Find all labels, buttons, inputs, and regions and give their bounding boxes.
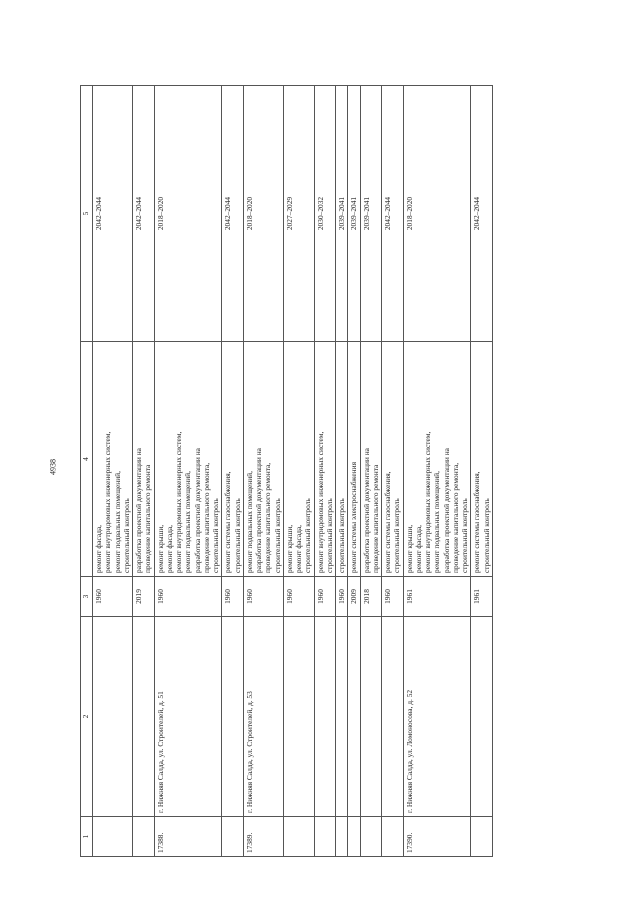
rotated-table-frame: [80, 86, 589, 857]
row-works-cell: [314, 342, 336, 577]
row-address-cell: [471, 617, 493, 817]
work-line: строительный контроль: [211, 498, 220, 573]
row-year-cell: 1960: [243, 577, 283, 617]
row-works-cell: [154, 342, 222, 577]
row-period-cell: 2042–2044: [382, 86, 404, 342]
row-works-cell: [243, 342, 283, 577]
work-line: строительный контроль: [392, 498, 402, 573]
table-row: [336, 86, 348, 857]
work-line: проведение капитального ремонта,: [450, 462, 460, 573]
row-address-cell: г. Нижняя Салда, ул. Строителей, д. 53: [243, 617, 283, 817]
row-number-cell: [222, 817, 244, 857]
work-line: строительный контроль: [481, 498, 491, 573]
row-address-cell: [348, 617, 360, 817]
table-row: [314, 86, 336, 857]
row-period-cell: 2018–2020: [243, 86, 283, 342]
row-period-cell: 2042–2044: [222, 86, 244, 342]
row-address-cell: [93, 617, 133, 817]
work-line: разработка проектной документации на: [134, 448, 143, 573]
work-line: разработка проектной документации на: [254, 448, 263, 573]
table-row: [382, 86, 404, 857]
row-address-cell: [314, 617, 336, 817]
row-period-cell: 2042–2044: [93, 86, 133, 342]
work-line: строительный контроль: [121, 498, 131, 573]
work-line: ремонт системы газоснабжения,: [223, 471, 233, 573]
row-address-cell: г. Нижняя Салда, ул. Ломоносова, д. 52: [403, 617, 471, 817]
table-row: [93, 86, 133, 857]
row-year-cell: 1960: [283, 577, 314, 617]
work-line: ремонт внутридомовых инженерных систем,: [423, 431, 432, 573]
work-line: ремонт фасада,: [164, 525, 174, 573]
row-works-cell: [403, 342, 471, 577]
work-line: ремонт внутридомовых инженерных систем,: [103, 431, 113, 573]
row-period-cell: 2018–2020: [403, 86, 471, 342]
row-number-cell: [93, 817, 133, 857]
table-row: [133, 86, 155, 857]
work-line: проведение капитального ремонта,: [263, 462, 273, 573]
row-works-cell: [382, 342, 404, 577]
table-row: [243, 86, 283, 857]
row-address-cell: [222, 617, 244, 817]
work-line: строительный контроль: [272, 498, 282, 573]
row-period-cell: 2039–2041: [360, 86, 382, 342]
row-year-cell: 1961: [471, 577, 493, 617]
work-line: ремонт крыши,: [155, 524, 165, 573]
header-col-1: 1: [81, 817, 93, 857]
work-line: ремонт подвальных помещений,: [183, 471, 193, 573]
row-works-cell: [471, 342, 493, 577]
row-number-cell: [283, 817, 314, 857]
row-number-cell: [348, 817, 360, 857]
row-year-cell: 1960: [336, 577, 348, 617]
row-period-cell: 2039–2041: [336, 86, 348, 342]
work-line: ремонт внутридомовых инженерных систем,: [315, 431, 325, 573]
row-works-cell: [348, 342, 360, 577]
row-works-cell: [336, 342, 348, 577]
work-line: проведение капитального ремонта: [143, 464, 153, 573]
row-address-cell: [336, 617, 348, 817]
work-line: ремонт подвальных помещений,: [112, 471, 122, 573]
header-col-2: 2: [81, 617, 93, 817]
table-row: [403, 86, 471, 857]
row-year-cell: 2018: [360, 577, 382, 617]
work-line: строительный контроль: [460, 498, 469, 573]
row-address-cell: [283, 617, 314, 817]
row-year-cell: 2009: [348, 577, 360, 617]
row-number-cell: [471, 817, 493, 857]
work-line: разработка проектной документации на: [361, 448, 371, 573]
work-line: строительный контроль: [324, 498, 334, 573]
row-year-cell: 1960: [93, 577, 133, 617]
table-header-row: [81, 86, 93, 857]
row-number-cell: [382, 817, 404, 857]
work-line: ремонт фасада,: [413, 525, 423, 573]
row-period-cell: 2018–2020: [154, 86, 222, 342]
row-period-cell: 2039–2041: [348, 86, 360, 342]
row-works-cell: [133, 342, 155, 577]
header-col-5: 5: [81, 86, 93, 342]
row-year-cell: 1960: [382, 577, 404, 617]
row-period-cell: 2027–2029: [283, 86, 314, 342]
repair-schedule-table: [80, 85, 493, 857]
work-line: строительный контроль: [232, 498, 242, 573]
work-line: проведение капитального ремонта,: [201, 462, 211, 573]
work-line: ремонт системы газоснабжения,: [472, 471, 482, 573]
table-row: [222, 86, 244, 857]
row-address-cell: [133, 617, 155, 817]
table-container: [80, 86, 589, 857]
row-number-cell: [133, 817, 155, 857]
row-number-cell: 17390.: [403, 817, 471, 857]
work-line: проведение капитального ремонта: [370, 464, 380, 573]
row-works-cell: [93, 342, 133, 577]
row-year-cell: 1960: [314, 577, 336, 617]
table-body: [93, 86, 493, 857]
work-line: ремонт системы электроснабжения: [349, 462, 359, 573]
row-period-cell: 2042–2044: [471, 86, 493, 342]
row-year-cell: 1961: [403, 577, 471, 617]
page-number: [48, 452, 58, 482]
table-row: [471, 86, 493, 857]
header-col-3: 3: [81, 577, 93, 617]
row-year-cell: 1960: [222, 577, 244, 617]
work-line: ремонт подвальных помещений,: [244, 471, 254, 573]
work-line: ремонт внутридомовых инженерных систем,: [174, 431, 183, 573]
work-line: ремонт подвальных помещений,: [432, 471, 442, 573]
table-row: [154, 86, 222, 857]
header-col-4: 4: [81, 342, 93, 577]
work-line: ремонт системы газоснабжения,: [383, 471, 392, 573]
row-period-cell: 2030–2032: [314, 86, 336, 342]
row-period-cell: 2042–2044: [133, 86, 155, 342]
row-year-cell: 1960: [154, 577, 222, 617]
row-number-cell: [314, 817, 336, 857]
row-number-cell: [360, 817, 382, 857]
work-line: разработка проектной документации на: [192, 448, 202, 573]
work-line: ремонт крыши,: [404, 524, 414, 573]
row-number-cell: 17388.: [154, 817, 222, 857]
row-address-cell: г. Нижняя Салда, ул. Строителей, д. 51: [154, 617, 222, 817]
row-works-cell: [222, 342, 244, 577]
work-line: ремонт фасада,: [294, 525, 303, 573]
work-line: строительный контроль: [303, 498, 313, 573]
work-line: разработка проектной документации на: [441, 448, 451, 573]
row-address-cell: [382, 617, 404, 817]
table-row: [348, 86, 360, 857]
table-row: [283, 86, 314, 857]
row-year-cell: 2019: [133, 577, 155, 617]
work-line: ремонт фасада,: [94, 525, 103, 573]
row-address-cell: [360, 617, 382, 817]
row-works-cell: [283, 342, 314, 577]
work-line: ремонт крыши,: [284, 524, 294, 573]
row-number-cell: [336, 817, 348, 857]
row-number-cell: 17389.: [243, 817, 283, 857]
work-line: строительный контроль: [337, 498, 346, 573]
page-number-text: 4938: [48, 459, 58, 475]
row-works-cell: [360, 342, 382, 577]
table-row: [360, 86, 382, 857]
